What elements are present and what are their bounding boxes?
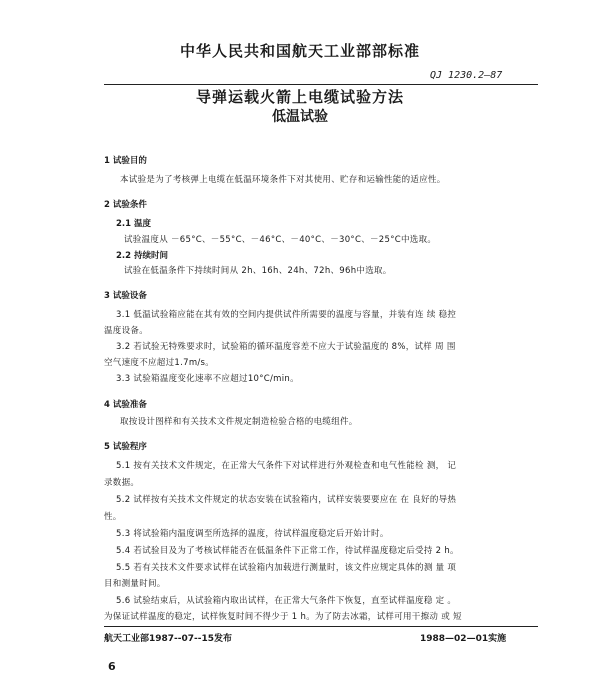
section-4-body: 取按设计图样和有关技术文件规定制造检验合格的电缆组件。 [120,417,358,427]
section-5-5-line2: 目和测量时间。 [104,579,166,589]
section-5-5-line1: 5.5 若有关技术文件要求试样在试验箱内加载进行测量时，该文件应规定具体的测 量 项 [116,563,457,573]
section-3-2-line2: 空气速度不应超过1.7m/s。 [104,358,215,368]
section-3-1-line2: 温度设备。 [104,326,149,336]
section-5-6-line1: 5.6 试验结束后，从试验箱内取出试样，在正常大气条件下恢复，直至试样温度稳 定 。 [116,596,457,606]
section-3-heading: 3 试验设备 [104,291,147,301]
section-5-1-line2: 录数据。 [104,478,140,488]
section-5-2-line2: 性。 [104,512,122,522]
section-1-body: 本试验是为了考核弹上电缆在低温环境条件下对其使用、贮存和运输性能的适应性。 [120,175,446,185]
section-5-3: 5.3 将试验箱内温度调至所选择的温度，待试样温度稳定后开始计时。 [116,529,389,539]
section-5-heading: 5 试验程序 [104,442,147,452]
issue-date: 航天工业部1987--07--15发布 [104,634,233,644]
section-5-6-line2: 为保证试样温度的稳定，试样恢复时间不得少于 1 h。为了防去冰霜，试样可用干擦动 或 短 [104,612,462,622]
page-number: 6 [108,660,116,673]
effective-date: 1988—02—01实施 [420,634,507,644]
section-3-2-line1: 3.2 若试验无特殊要求时，试验箱的循环温度容差不应大于试验温度的 8%，试样 周 围 [116,342,456,352]
section-4-heading: 4 试验准备 [104,400,147,410]
section-5-1-line1: 5.1 按有关技术文件规定，在正常大气条件下对试样进行外观检查和电气性能检 测， 记 [116,461,457,471]
section-3-1-line1: 3.1 低温试验箱应能在其有效的空间内提供试件所需要的温度与容量，并装有连 续 稳控 [116,310,457,320]
section-2-2-body: 试验在低温条件下持续时间从 2h、16h、24h、72h、96h中选取。 [124,266,392,276]
section-3-3: 3.3 试验箱温度变化速率不应超过10°C/min。 [116,374,299,384]
org-standard-header: 中华人民共和国航天工业部部标准 [179,42,420,60]
doc-title: 导弹运载火箭上电缆试验方法 [195,88,404,106]
header-rule [104,84,538,85]
section-2-1-heading: 2.1 温度 [116,219,152,229]
standard-code: QJ 1230.2—87 [430,70,503,81]
section-2-2-heading: 2.2 持续时间 [116,251,169,261]
section-1-heading: 1 试验目的 [104,156,147,166]
section-2-1-body: 试验温度从 －65°C、－55°C、－46°C、－40°C、－30°C、－25°C中选取。 [124,235,437,245]
section-5-4: 5.4 若试验目及为了考核试样能否在低温条件下正常工作，待试样温度稳定后受持 2 h。 [116,546,459,556]
doc-subtitle: 低温试验 [272,109,328,125]
section-2-heading: 2 试验条件 [104,200,147,210]
footer-rule [104,626,538,627]
section-5-2-line1: 5.2 试样按有关技术文件规定的状态安装在试验箱内，试样安装要要应在 在 良好的导热 [116,495,457,505]
